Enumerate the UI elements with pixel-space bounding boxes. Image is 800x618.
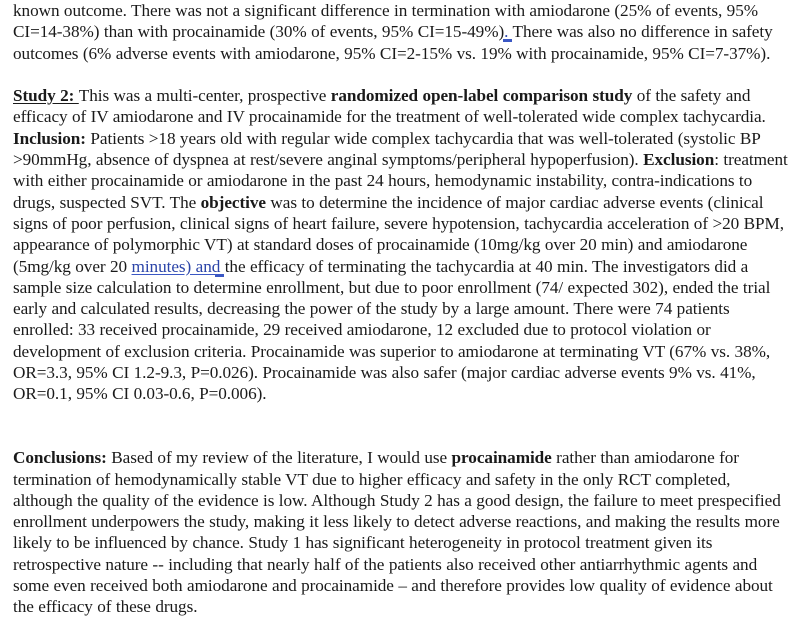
paragraph-spacer-3 bbox=[13, 426, 790, 447]
study2-text-3: Patients >18 years old with regular wide complex tachycardia that was well-tolerated (systolic BP >90mmHg, absence of dyspnea at rest/severe anginal symptoms/peripheral hypoperfusion). bbox=[13, 128, 761, 170]
study2-text-2: of the safety and efficacy of IV amiodarone and IV procainamide for the treatment of well-tolerated wide complex tachycardia. bbox=[13, 86, 766, 127]
study2-bold-objective: objective bbox=[200, 192, 266, 212]
study2-bold-exclusion: Exclusion bbox=[643, 150, 715, 170]
document-body[interactable] bbox=[13, 0, 790, 618]
paragraph-spacer-1 bbox=[13, 64, 790, 85]
revision-insertion-minutes-and[interactable]: minutes) and bbox=[131, 256, 221, 276]
study1-text-part1: known outcome. There was not a significant difference in termination with amiodarone (25% of events, 95% CI=14-38%) than with procainamide (30% of events, 95% CI=15-49%) bbox=[13, 1, 758, 42]
study2-text-6: the efficacy of terminating the tachycardia at 40 min. The investigators did a sample size calculation to determine enrollment, but due to poor enrollment (74/ expected 302), ended the trial early and calculated results, decreasing the power of the study by a large amount. There were 74 patients enrolled: 33 received procainamide, 29 received amiodarone, 12 excluded due to protocol violation or development of exclusion criteria. Procainamide was superior to amiodarone at terminating VT (67% vs. 38%, OR=3.3, 95% CI 1.2-9.3, P=0.026). Procainamide was also safer (major cardiac adverse events 9% vs. 41%, OR=0.1, 95% CI 0.03-0.6, P=0.006). bbox=[13, 256, 771, 404]
paragraph-study1-continuation bbox=[13, 0, 790, 64]
study2-text-1: This was a multi-center, prospective bbox=[78, 86, 331, 106]
conclusions-text-1: Based of my review of the literature, I would use bbox=[106, 448, 452, 468]
study2-text-4: : treatment with either procainamide or amiodarone in the past 24 hours, hemodynamic instability, contra-indications to drugs, suspected SVT. The bbox=[13, 150, 788, 212]
paragraph-conclusions bbox=[13, 447, 790, 617]
conclusions-heading: Conclusions: bbox=[13, 448, 107, 468]
paragraph-study2 bbox=[13, 85, 790, 404]
study2-heading: Study 2: bbox=[13, 86, 79, 106]
study2-bold-inclusion: Inclusion: bbox=[13, 128, 86, 148]
study2-bold-design: randomized open-label comparison study bbox=[330, 86, 633, 106]
revision-insertion-period[interactable]: . bbox=[504, 22, 509, 42]
study2-text-5: was to determine the incidence of major cardiac adverse events (clinical signs of poor perfusion, clinical signs of heart failure, severe hypotension, tachycardia acceleration of >20 BPM, appearance of polymorphic VT) at standard doses of procainamide (10mg/kg over 20 min) and amiodarone (5mg/kg over 20 bbox=[13, 192, 784, 276]
study1-text-part2: There was also no difference in safety outcomes (6% adverse events with amiodarone, 95% CI=2-15% vs. 19% with procainamide, 95% CI=7-37%). bbox=[13, 22, 773, 63]
conclusions-bold-procainamide: procainamide bbox=[451, 448, 552, 468]
paragraph-spacer-2 bbox=[13, 405, 790, 426]
conclusions-text-2: rather than amiodarone for termination of hemodynamically stable VT due to higher efficacy and safety in the only RCT completed, although the quality of the evidence is low. Although Study 2 has a good design, the failure to meet prespecified enrollment underpowers the study, making it less likely to detect adverse reactions, and making the results more likely to be influenced by chance. Study 1 has significant heterogeneity in protocol treatment given its retrospective nature -- including that nearly half of the patients also received other antiarrhythmic agents and some even received both amiodarone and procainamide – and therefore provides low quality of evidence about the efficacy of these drugs. bbox=[13, 448, 781, 617]
